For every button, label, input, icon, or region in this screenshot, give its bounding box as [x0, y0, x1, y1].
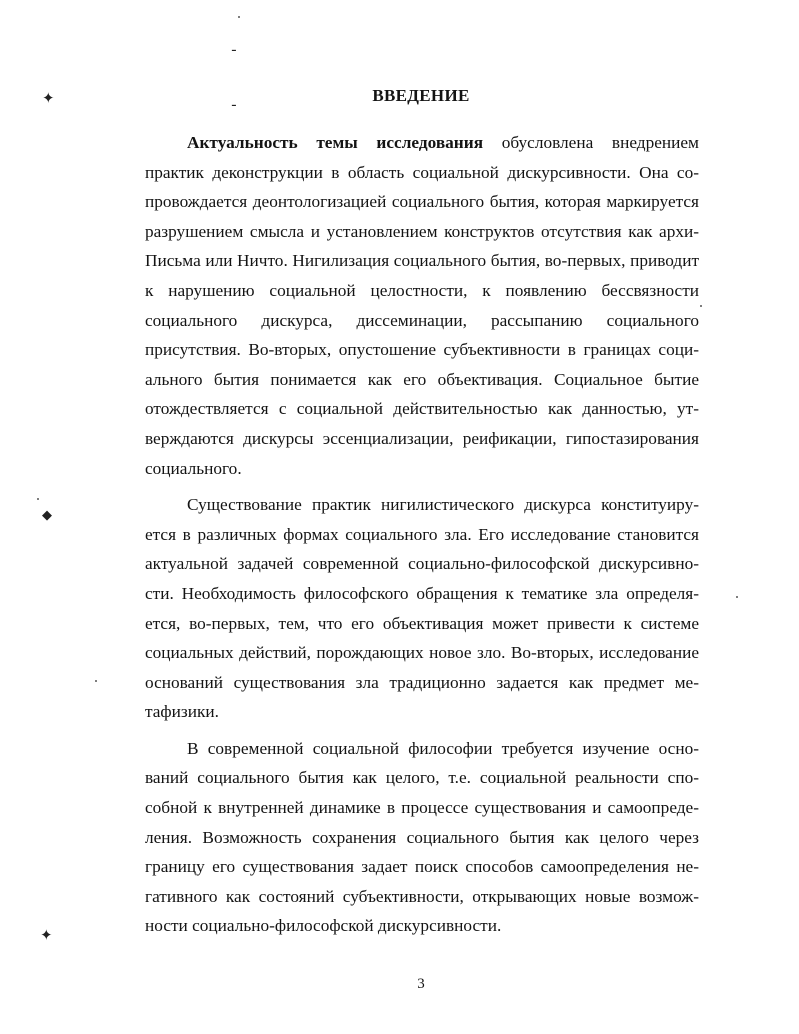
paragraph: [145, 128, 699, 483]
paragraph: [145, 490, 699, 727]
paragraph-lead: Актуальность темы исследования: [187, 133, 484, 152]
scan-speck: [736, 596, 738, 598]
scan-speck: [238, 16, 240, 18]
page-title: ВВЕДЕНИЕ: [372, 86, 470, 105]
page-number: 3: [417, 976, 425, 992]
scan-speck: [37, 498, 39, 500]
scan-speck: [700, 305, 702, 307]
punch-hole-mark: ✦: [42, 91, 55, 107]
paragraph-text: Существование практик нигилистического дискурса конституируется в различных формах социального зла. Его исследование становится актуальной задачей современной социально-философской дискурсивности. Необходимость философского обращения к тематике зла определяется, во-первых, тем, что его объективация может привести к системе социальных действий, порождающих новое зло. Во-вторых, исследование оснований существования зла традиционно задается как предмет метафизики.: [145, 495, 699, 722]
scan-mark: ـ: [232, 94, 236, 109]
paragraph-text: обусловлена внедрением практик деконструкции в область социальной дискурсивности. Она сопровождается деонтологизацией социального бытия, которая маркируется разрушением смысла и установлением конструктов отсутствия как архи-Письма или Ничто. Нигилизация социального бытия, во-первых, приводит к нарушению социальной целостности, к появлению бессвязности социального дискурса, диссеминации, рассыпанию социального присутствия. Во-вторых, опустошение субъективности в границах социального бытия понимается как его объективация. Социальное бытие отождествляется с социальной действительностью как данностью, утверждаются дискурсы эссенциализации, реификации, гипостазирования социального.: [145, 133, 699, 478]
scan-speck: [95, 680, 97, 682]
body-text: [145, 128, 699, 941]
paragraph: [145, 734, 699, 941]
scan-mark: ـ: [232, 39, 236, 54]
punch-hole-mark: ◆: [42, 507, 52, 522]
punch-hole-mark: ✦: [40, 928, 53, 944]
paragraph-text: В современной социальной философии требуется изучение оснований социального бытия как целого, т.е. социальной реальности способной к внутренней динамике в процессе существования и самоопределения. Возможность сохранения социального бытия как целого через границу его существования задает поиск способов самоопределения негативного как состояний субъективности, открывающих новые возможности социально-философской дискурсивности.: [145, 738, 699, 936]
